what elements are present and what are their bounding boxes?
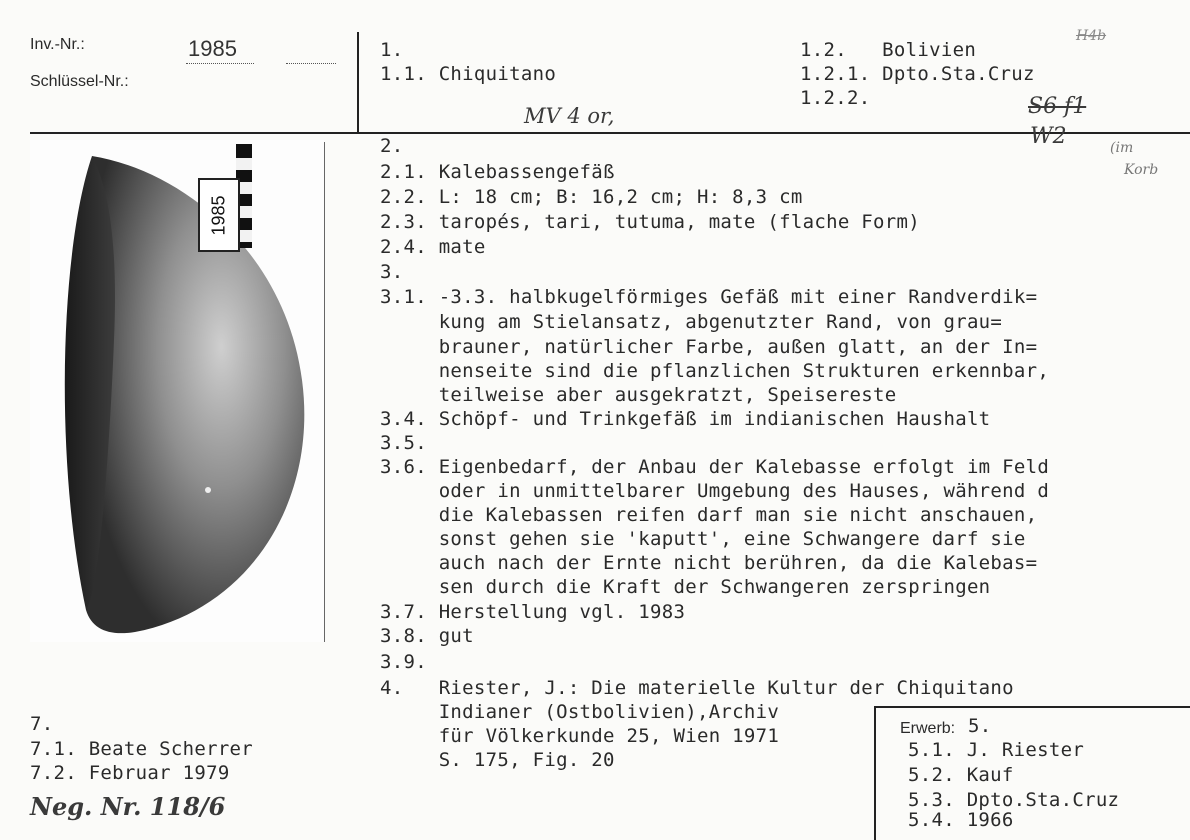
body-line: 3.5.	[380, 432, 427, 454]
handwritten-im: (im	[1110, 140, 1134, 156]
body-line: 3.7. Herstellung vgl. 1983	[380, 601, 686, 623]
body-line: 2.3. taropés, tari, tutuma, mate (flache Form)	[380, 211, 920, 233]
photo-border-right	[324, 142, 325, 642]
field-5-1: 5.1. J. Riester	[908, 739, 1085, 761]
header-divider-vertical	[357, 32, 359, 132]
body-line: 3.8. gut	[380, 625, 474, 647]
body-line: Indianer (Ostbolivien),Archiv	[380, 701, 780, 723]
field-1-2-1: 1.2.1. Dpto.Sta.Cruz	[800, 63, 1035, 85]
field-1: 1.	[380, 39, 404, 61]
object-photo	[30, 140, 324, 642]
body-line: 3.9.	[380, 651, 427, 673]
body-line: 2.1. Kalebassengefäß	[380, 161, 615, 183]
body-line: die Kalebassen reifen darf man sie nicht anschauen,	[380, 504, 1038, 526]
body-line: 2.	[380, 135, 404, 157]
inv-nr-dotted-line-2	[286, 63, 336, 64]
body-line: oder in unmittelbarer Umgebung des Hauses, während d	[380, 480, 1050, 502]
body-line: brauner, natürlicher Farbe, außen glatt, an der In=	[380, 336, 1038, 358]
handwritten-neg-nr: Neg. Nr. 118/6	[30, 792, 226, 821]
body-line: 3.6. Eigenbedarf, der Anbau der Kalebasse erfolgt im Feld	[380, 456, 1050, 478]
body-line: S. 175, Fig. 20	[380, 749, 615, 771]
body-line: 3.1. -3.3. halbkugelförmiges Gefäß mit einer Randverdik=	[380, 286, 1038, 308]
field-5-4: 5.4. 1966	[908, 809, 1014, 831]
body-line: 3.4. Schöpf- und Trinkgefäß im indianischen Haushalt	[380, 408, 991, 430]
field-7: 7.	[30, 713, 54, 735]
erwerb-label: Erwerb:	[900, 720, 956, 737]
handwritten-crossed-1: H4b	[1076, 28, 1107, 44]
field-7-2: 7.2. Februar 1979	[30, 762, 230, 784]
header-divider-horizontal	[30, 132, 1190, 134]
field-5: 5.	[968, 715, 992, 737]
inv-nr-value: 1985	[188, 36, 237, 61]
body-line: 3.	[380, 261, 404, 283]
handwritten-korb: Korb	[1124, 162, 1159, 178]
inventory-tag	[198, 178, 240, 252]
key-nr-label: Schlüssel-Nr.:	[30, 73, 129, 90]
field-5-3: 5.3. Dpto.Sta.Cruz	[908, 789, 1120, 811]
inv-nr-label: Inv.-Nr.:	[30, 36, 85, 53]
inv-nr-dotted-line	[186, 63, 254, 64]
calabash-outer-shell	[86, 156, 304, 633]
body-line: teilweise aber ausgekratzt, Speisereste	[380, 384, 897, 406]
body-line: auch nach der Ernte nicht berühren, da die Kalebas=	[380, 552, 1038, 574]
field-1-1: 1.1. Chiquitano	[380, 63, 557, 85]
body-line: sonst gehen sie 'kaputt', eine Schwangere darf sie	[380, 528, 1026, 550]
calabash-highlight	[205, 487, 211, 493]
inventory-tag-number: 1985	[208, 194, 229, 236]
handwritten-mv: MV 4 or,	[524, 104, 615, 128]
calabash-image	[30, 140, 324, 642]
body-line: kung am Stielansatz, abgenutzter Rand, von grau=	[380, 311, 1003, 333]
body-line: 2.4. mate	[380, 236, 486, 258]
handwritten-crossed-2: S6 f1	[1028, 94, 1087, 119]
handwritten-w2: W2	[1030, 124, 1067, 149]
body-line: 4. Riester, J.: Die materielle Kultur der Chiquitano	[380, 677, 1014, 699]
body-line: sen durch die Kraft der Schwangeren zerspringen	[380, 576, 991, 598]
body-line: für Völkerkunde 25, Wien 1971	[380, 725, 780, 747]
body-line: nenseite sind die pflanzlichen Strukturen erkennbar,	[380, 360, 1050, 382]
body-line: 2.2. L: 18 cm; B: 16,2 cm; H: 8,3 cm	[380, 186, 803, 208]
field-7-1: 7.1. Beate Scherrer	[30, 738, 254, 760]
field-1-2-2: 1.2.2.	[800, 87, 871, 109]
field-5-2: 5.2. Kauf	[908, 764, 1014, 786]
field-1-2: 1.2. Bolivien	[800, 39, 977, 61]
